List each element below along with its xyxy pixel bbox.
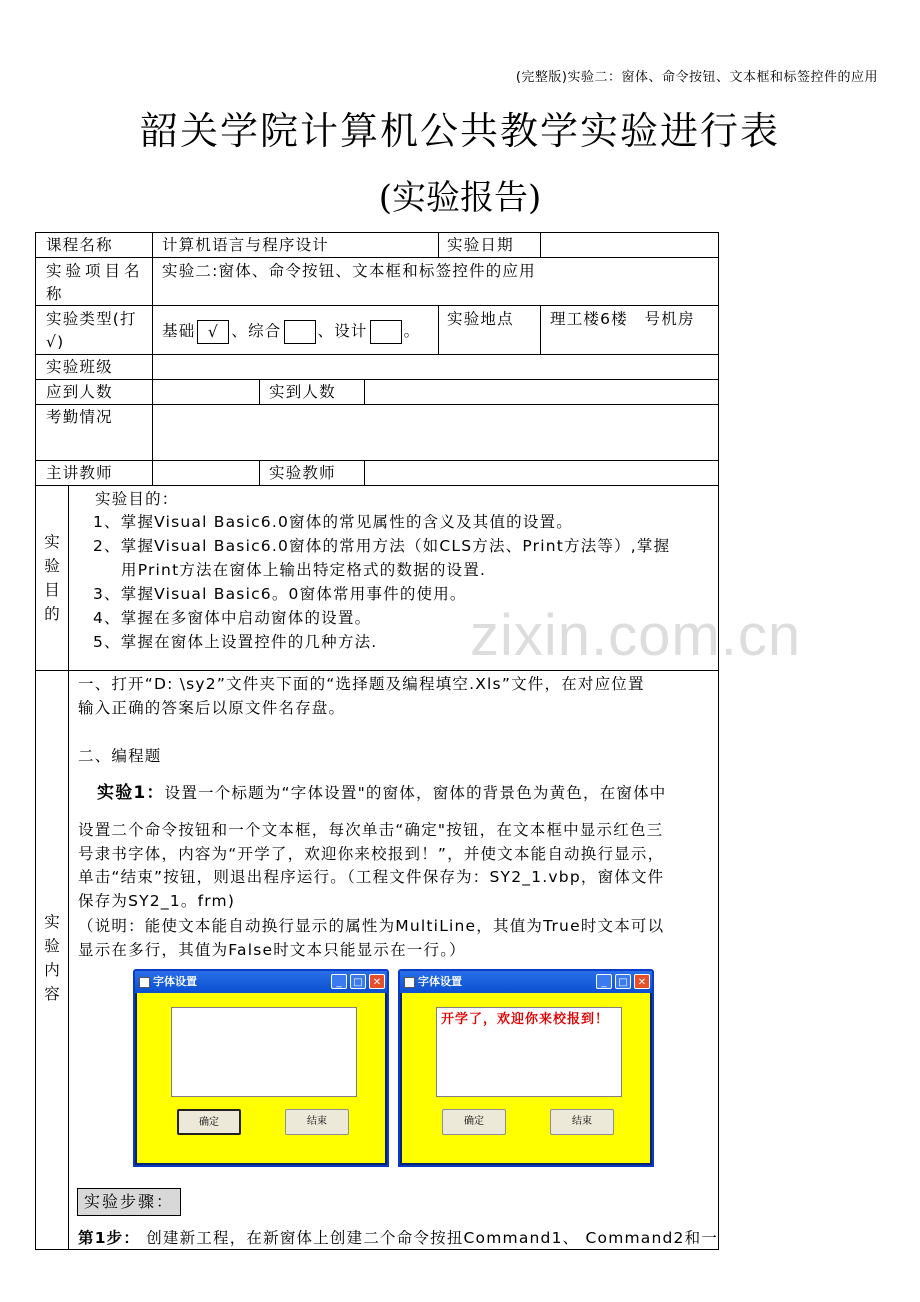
project-label-line1: 实验项目名 [46, 262, 144, 280]
maximize-icon[interactable]: □ [615, 974, 631, 989]
location-value: 理工楼6楼 号机房 [550, 310, 695, 328]
course-label: 课程名称 [46, 236, 113, 254]
window-titlebar [135, 971, 387, 993]
step1-label: 第1步： [78, 1229, 141, 1247]
text1-textbox[interactable]: 开学了，欢迎你来校报到！ [436, 1007, 622, 1097]
class-label: 实验班级 [46, 358, 113, 376]
purpose-side-label: 实 验 目 的 [44, 533, 60, 623]
type-design-label: 、设计 [317, 322, 368, 340]
end-button[interactable]: 结束 [550, 1109, 614, 1135]
type-options [162, 319, 420, 344]
window-titlebar [400, 971, 652, 993]
window-caption: 字体设置 [418, 975, 462, 988]
task2-heading: 二、编程题 [78, 747, 162, 765]
form-icon [404, 977, 415, 988]
purpose-item: 4、掌握在多窗体中启动窗体的设置。 [93, 609, 372, 627]
purpose-item: 5、掌握在窗体上设置控件的几种方法. [93, 633, 378, 651]
purpose-item: 3、掌握Visual Basic6。0窗体常用事件的使用。 [93, 585, 467, 603]
vb-window-empty [133, 969, 389, 1167]
attendance-label: 考勤情况 [46, 408, 113, 426]
project-label-line2: 称 [46, 285, 63, 303]
end-button[interactable]: 结束 [285, 1109, 349, 1135]
purpose-heading: 实验目的： [95, 490, 179, 508]
window-caption: 字体设置 [153, 975, 197, 988]
location-label: 实验地点 [447, 310, 514, 328]
steps-label: 实验步骤： [77, 1188, 181, 1216]
page-title: 韶关学院计算机公共教学实验进行表 [139, 109, 780, 153]
purpose-item: 2、掌握Visual Basic6.0窗体的常用方法（如CLS方法、Print方法等）,掌握 [93, 537, 671, 555]
date-label: 实验日期 [447, 236, 514, 254]
exp1-line2: 设置二个命令按钮和一个文本框，每次单击“确定"按钮，在文本框中显示红色三 [78, 821, 664, 839]
actual-count-label: 实到人数 [269, 383, 336, 401]
watermark: zixin.com.cn [470, 603, 802, 668]
header-note: (完整版)实验二：窗体、命令按钮、文本框和标签控件的应用 [515, 70, 878, 85]
ok-button[interactable]: 确定 [177, 1109, 241, 1135]
text1-textbox[interactable] [171, 1007, 357, 1097]
comprehensive-checkbox[interactable] [284, 320, 316, 344]
lecturer-label: 主讲教师 [46, 464, 113, 482]
task1-line1: 一、打开“D: \sy2”文件夹下面的“选择题及编程填空.Xls”文件，在对应位置 [78, 675, 645, 693]
close-icon[interactable]: ✕ [369, 974, 385, 989]
exp1-line1: 实验1：设置一个标题为“字体设置"的窗体，窗体的背景色为黄色，在窗体中 [97, 783, 667, 803]
type-label-line1: 实验类型(打 [46, 310, 137, 328]
close-icon[interactable]: ✕ [634, 974, 650, 989]
purpose-item: 1、掌握Visual Basic6.0窗体的常见属性的含义及其值的设置。 [93, 513, 573, 531]
step1-line: 第1步： 创建新工程，在新窗体上创建二个命令按扭Command1、 Command2和一 [78, 1229, 719, 1247]
purpose-item: 用Print方法在窗体上输出特定格式的数据的设置. [121, 561, 487, 579]
lab-teacher-label: 实验教师 [269, 464, 336, 482]
task1-line2: 输入正确的答案后以原文件名存盘。 [78, 699, 346, 717]
exp1-line5: 保存为SY2_1。frm) [78, 892, 236, 910]
type-comprehensive-label: 、综合 [231, 322, 282, 340]
form-client-area [137, 993, 385, 1163]
course-value: 计算机语言与程序设计 [162, 236, 330, 254]
type-basic-label: 基础 [162, 322, 196, 340]
type-label-line2: √) [46, 333, 65, 351]
note-line1: （说明：能使文本能自动换行显示的属性为MultiLine，其值为True时文本可以 [78, 917, 665, 935]
exp1-label: 实验1： [97, 783, 165, 803]
minimize-icon[interactable]: _ [331, 974, 347, 989]
basic-checkbox[interactable]: √ [197, 320, 229, 344]
type-end: 。 [403, 322, 421, 340]
form-client-area [402, 993, 650, 1163]
design-checkbox[interactable] [370, 320, 402, 344]
ok-button[interactable]: 确定 [442, 1109, 506, 1135]
project-value: 实验二:窗体、命令按钮、文本框和标签控件的应用 [162, 262, 536, 280]
vb-window-filled [398, 969, 654, 1167]
exp1-line3: 号隶书字体，内容为“开学了，欢迎你来校报到！”，并使文本能自动换行显示， [78, 845, 665, 863]
note-line2: 显示在多行，其值为False时文本只能显示在一行。） [78, 941, 466, 959]
expected-count-label: 应到人数 [46, 383, 113, 401]
form-icon [139, 977, 150, 988]
maximize-icon[interactable]: □ [350, 974, 366, 989]
content-side-label: 实 验 内 容 [44, 913, 60, 1003]
exp1-line4: 单击“结束”按钮，则退出程序运行。（工程文件保存为：SY2_1.vbp，窗体文件 [78, 868, 665, 886]
page-subtitle: (实验报告) [378, 178, 542, 218]
minimize-icon[interactable]: _ [596, 974, 612, 989]
